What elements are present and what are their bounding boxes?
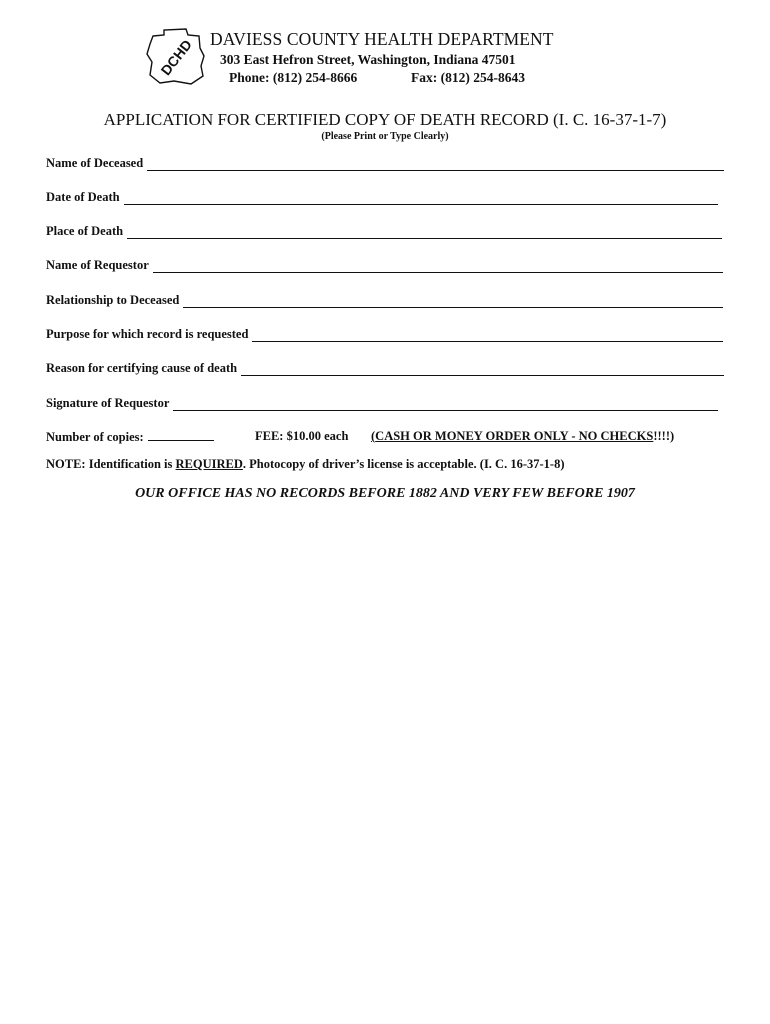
form-instruction: (Please Print or Type Clearly) xyxy=(321,131,449,142)
logo-text: DCHD xyxy=(157,36,195,79)
field-name-of-requestor xyxy=(46,258,723,273)
dchd-logo xyxy=(144,26,210,86)
date-of-death-input[interactable] xyxy=(124,192,718,205)
reason-input[interactable] xyxy=(241,363,724,376)
id-note xyxy=(46,457,564,472)
department-address: 303 East Hefron Street, Washington, Indiana 47501 xyxy=(220,52,516,67)
copies-input[interactable] xyxy=(148,429,214,441)
place-of-death-input[interactable] xyxy=(127,226,722,239)
department-name: DAVIESS COUNTY HEALTH DEPARTMENT xyxy=(210,29,554,49)
records-banner: OUR OFFICE HAS NO RECORDS BEFORE 1882 AND VERY FEW BEFORE 1907 xyxy=(135,486,635,501)
purpose-input[interactable] xyxy=(252,329,723,342)
field-signature xyxy=(46,396,718,411)
field-label: Date of Death xyxy=(46,190,120,204)
relationship-input[interactable] xyxy=(183,295,723,308)
payment-close: !!!!) xyxy=(653,429,675,443)
field-name-of-deceased xyxy=(46,156,724,171)
field-reason-cause-of-death xyxy=(46,361,724,376)
field-label: Signature of Requestor xyxy=(46,396,170,410)
payment-note-text: CASH OR MONEY ORDER ONLY - NO CHECKS xyxy=(375,429,654,443)
name-of-requestor-input[interactable] xyxy=(153,260,723,273)
payment-open: ( xyxy=(371,429,376,443)
field-label: Relationship to Deceased xyxy=(46,293,180,307)
field-label: Name of Requestor xyxy=(46,258,149,272)
field-relationship-to-deceased xyxy=(46,293,723,308)
field-label: Purpose for which record is requested xyxy=(46,327,249,341)
field-label: Name of Deceased xyxy=(46,156,144,170)
note-prefix: NOTE: Identification is xyxy=(46,457,176,471)
department-fax: Fax: (812) 254-8643 xyxy=(411,70,525,85)
field-label: Reason for certifying cause of death xyxy=(46,361,238,375)
signature-input[interactable] xyxy=(173,398,718,411)
field-date-of-death xyxy=(46,190,718,205)
department-phone: Phone: (812) 254-8666 xyxy=(229,70,358,85)
form-title: APPLICATION FOR CERTIFIED COPY OF DEATH RECORD (I. C. 16-37-1-7) xyxy=(103,110,667,129)
copies-label: Number of copies: xyxy=(46,430,144,444)
payment-note xyxy=(371,429,674,444)
fee-text: FEE: $10.00 each xyxy=(255,429,349,443)
field-label: Place of Death xyxy=(46,224,124,238)
field-purpose xyxy=(46,327,723,342)
field-place-of-death xyxy=(46,224,722,239)
name-of-deceased-input[interactable] xyxy=(147,158,724,171)
note-required: REQUIRED xyxy=(175,457,243,471)
copies-field xyxy=(46,429,214,445)
note-suffix: . Photocopy of driver’s license is acceptable. (I. C. 16-37-1-8) xyxy=(242,457,565,471)
